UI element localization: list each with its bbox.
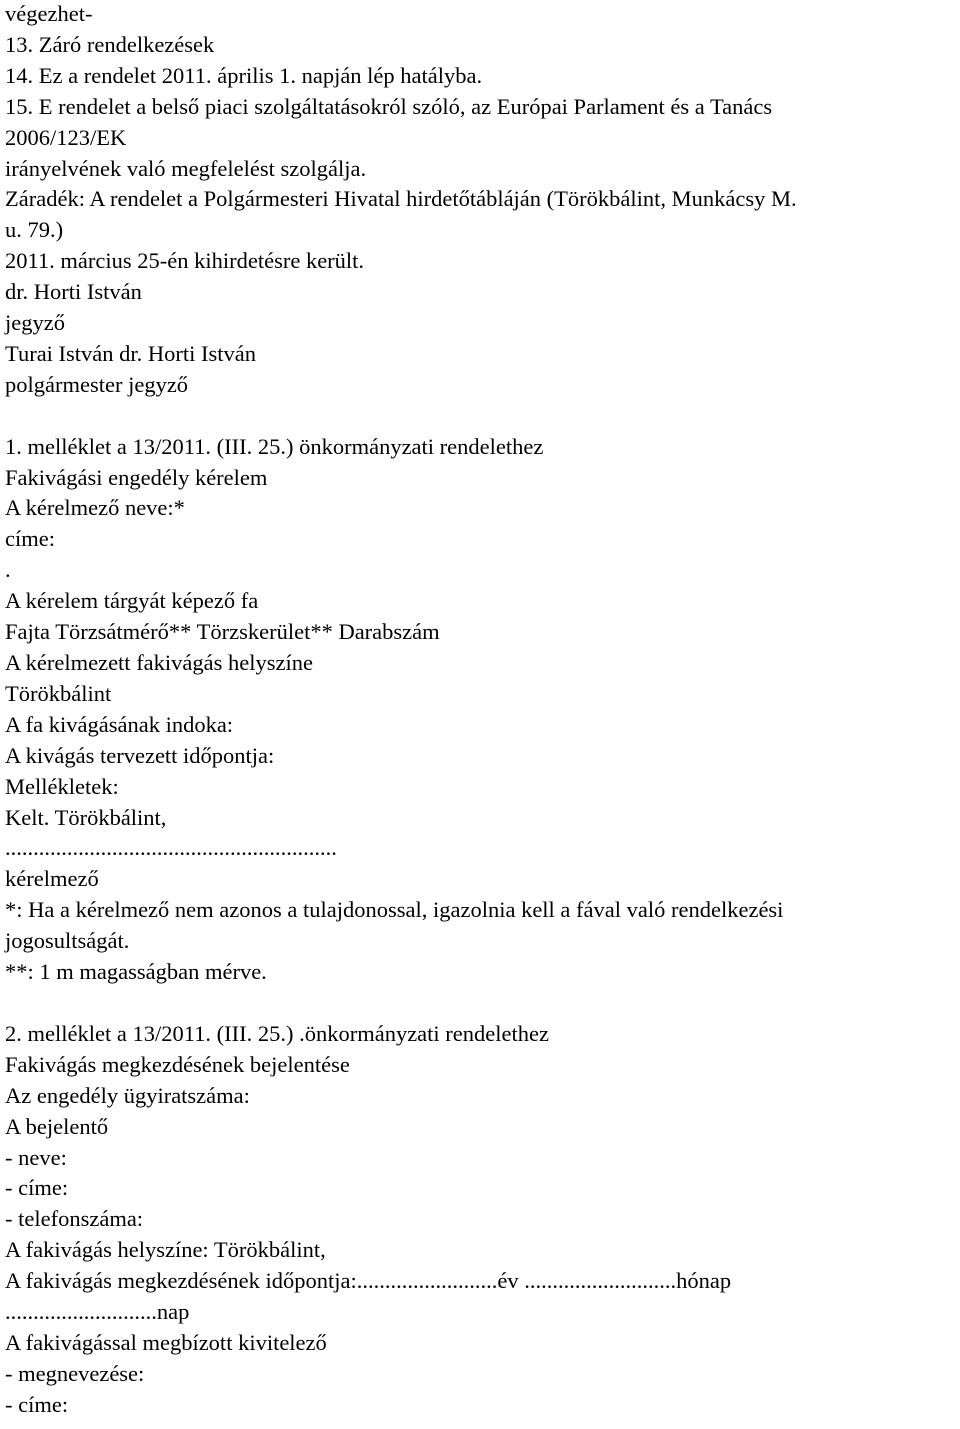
text-line: jogosultságát.	[5, 928, 130, 954]
signature-caption: kérelmező	[5, 866, 99, 892]
field-label-location: A kérelmezett fakivágás helyszíne	[5, 650, 313, 676]
location-value: Törökbálint	[5, 680, 112, 706]
signature-line: ...........................................................	[5, 835, 337, 861]
footnote-1: *: Ha a kérelmező nem azonos a tulajdonossal, igazolnia kell a fával való rendelkezési	[5, 897, 784, 923]
field-label-attachments: Mellékletek:	[5, 773, 119, 799]
field-label-contractor-address: - címe:	[5, 1391, 69, 1417]
form-title: Fakivágási engedély kérelem	[5, 464, 268, 490]
footnote-2: **: 1 m magasságban mérve.	[5, 959, 267, 985]
annex-2-form	[5, 1019, 955, 1421]
section-heading: 13. Záró rendelkezések	[5, 31, 215, 57]
section-closing-provisions	[5, 0, 955, 401]
form-title: Fakivágás megkezdésének bejelentése	[5, 1051, 350, 1077]
field-label-address: címe:	[5, 526, 55, 552]
dated-line: Kelt. Törökbálint,	[5, 804, 167, 830]
signatory-title: jegyző	[5, 310, 65, 336]
field-label-reason: A fa kivágásának indoka:	[5, 711, 234, 737]
text-line: végezhet-	[5, 1, 93, 26]
table-header-row: Fajta Törzsátmérő** Törzskerület** Darabszám	[5, 619, 440, 645]
field-label-address: - címe:	[5, 1175, 69, 1201]
subject-heading: A kérelem tárgyát képező fa	[5, 588, 259, 614]
contractor-heading: A fakivágással megbízott kivitelező	[5, 1329, 327, 1355]
field-label-name: - neve:	[5, 1144, 67, 1170]
field-label-applicant-name: A kérelmező neve:*	[5, 495, 185, 521]
text-line: 2006/123/EK	[5, 124, 127, 150]
annex-heading: 1. melléklet a 13/2011. (III. 25.) önkormányzati rendelethez	[5, 433, 544, 459]
clause-note: Záradék: A rendelet a Polgármesteri Hivatal hirdetőtábláján (Törökbálint, Munkácsy M.	[5, 186, 797, 212]
text-line: irányelvének való megfelelést szolgálja.	[5, 155, 367, 181]
signatory-names: Turai István dr. Horti István	[5, 340, 257, 366]
field-label-start-date: A fakivágás megkezdésének időpontja:.........................év ...........................hónap	[5, 1268, 732, 1294]
field-label-location: A fakivágás helyszíne: Törökbálint,	[5, 1237, 326, 1263]
signatory-name: dr. Horti István	[5, 279, 142, 305]
spacer	[5, 988, 955, 1019]
field-label-planned-date: A kivágás tervezett időpontja:	[5, 742, 275, 768]
field-label-contractor-name: - megnevezése:	[5, 1360, 145, 1386]
field-label-case-number: Az engedély ügyiratszáma:	[5, 1082, 250, 1108]
publication-date: 2011. március 25-én kihirdetésre került.	[5, 248, 365, 274]
annex-heading: 2. melléklet a 13/2011. (III. 25.) .önkormányzati rendelethez	[5, 1020, 549, 1046]
paragraph-14: 14. Ez a rendelet 2011. április 1. napján lép hatályba.	[5, 62, 483, 88]
text-line: u. 79.)	[5, 217, 64, 243]
text-line: .	[5, 557, 11, 583]
text-line: ...........................nap	[5, 1299, 190, 1325]
field-label-phone: - telefonszáma:	[5, 1206, 144, 1232]
spacer	[5, 401, 955, 432]
annex-1-form	[5, 432, 955, 988]
paragraph-15: 15. E rendelet a belső piaci szolgáltatásokról szóló, az Európai Parlament és a Tanács	[5, 93, 773, 119]
signatory-titles: polgármester jegyző	[5, 371, 189, 397]
notifier-heading: A bejelentő	[5, 1113, 109, 1139]
document-page	[5, 0, 955, 1421]
